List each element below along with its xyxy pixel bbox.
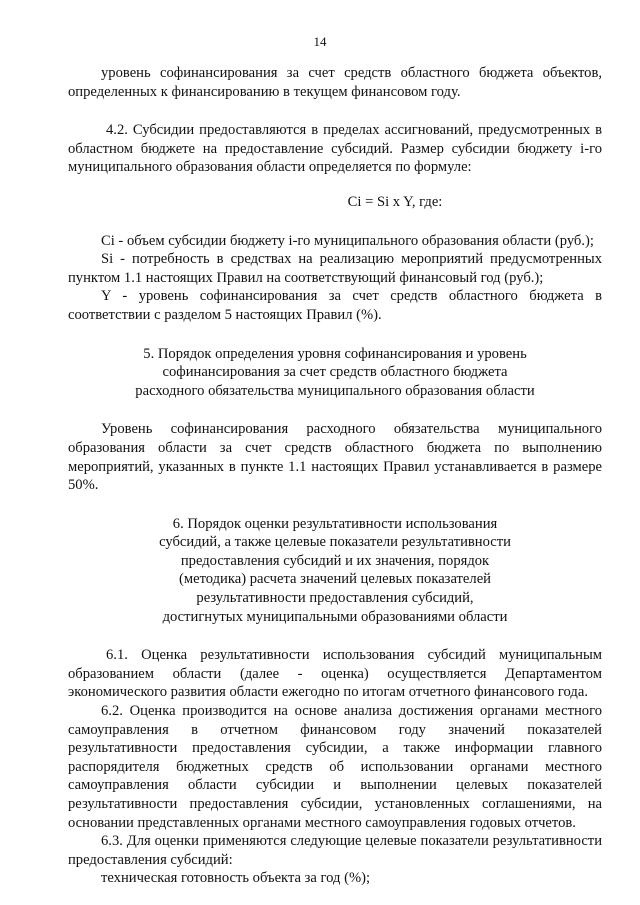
paragraph-6-3: 6.3. Для оценки применяются следующие целевые показатели результативности предоставления субсидий: (68, 833, 602, 868)
section-6-heading-line: 6. Порядок оценки результативности использования (172, 515, 498, 532)
formula: Ci = Si x Y, где: (347, 193, 443, 210)
section-6-heading-line: результативности предоставления субсидий, (196, 590, 474, 607)
paragraph-cofinancing-level: уровень софинансирования за счет средств областного бюджета объектов, определенных к финансированию в текущем финансовом году. (68, 65, 602, 100)
section-5-text: Уровень софинансирования расходного обязательства муниципального образования области за счет средств областного бюджета по выполнению мероприятий, указанных в пункте 1.1 настоящих Правил устанавливается в размере 50%. (68, 421, 602, 494)
section-6-heading-line: (методика) расчета значений целевых показателей (179, 571, 491, 588)
definition-ci: Ci - объем субсидии бюджету i-го муниципального образования области (руб.); (101, 232, 594, 249)
page-number: 14 (313, 34, 327, 49)
document-body (68, 64, 602, 888)
section-5-heading-line: софинансирования за счет средств областного бюджета (162, 364, 508, 381)
section-5-heading-line: 5. Порядок определения уровня софинансирования и уровень (143, 345, 527, 362)
paragraph-6-3-item: техническая готовность объекта за год (%); (101, 870, 371, 887)
paragraph-6-2: 6.2. Оценка производится на основе анализа достижения органами местного самоуправления в отчетном финансовом году значений показателей результативности предоставления субсидии, а также информации главного распорядителя бюджетных средств об использовании органами местного самоуправления области субсидии и выполнении целевых показателей результативности предоставления субсидии, установленных соглашениями, на основании представленных органами местного самоуправления годовых отчетов. (68, 703, 602, 831)
section-5-heading (68, 345, 602, 401)
section-5-heading-line: расходного обязательства муниципального образования области (135, 382, 535, 399)
definition-si: Si - потребность в средствах на реализацию мероприятий предусмотренных пунктом 1.1 настоящих Правил на соответствующий финансовый год (руб.); (68, 251, 602, 286)
paragraph-4-2: 4.2. Субсидии предоставляются в пределах ассигнований, предусмотренных в областном бюджете на предоставление субсидий. Размер субсидии бюджету i-го муниципального образования области определяется по формуле: (68, 122, 602, 176)
section-6-heading-line: предоставления субсидий и их значения, порядок (180, 552, 490, 569)
section-6-heading (68, 515, 602, 627)
paragraph-6-1: 6.1. Оценка результативности использования субсидий муниципальным образованием области (далее - оценка) осуществляется Департаментом экономического развития области ежегодно по итогам отчетного финансового года. (68, 647, 602, 701)
section-6-heading-line: субсидий, а также целевые показатели результативности (159, 534, 511, 551)
definition-y: Y - уровень софинансирования за счет средств областного бюджета в соответствии с разделом 5 настоящих Правил (%). (68, 288, 602, 323)
section-6-heading-line: достигнутых муниципальными образованиями области (162, 608, 508, 625)
